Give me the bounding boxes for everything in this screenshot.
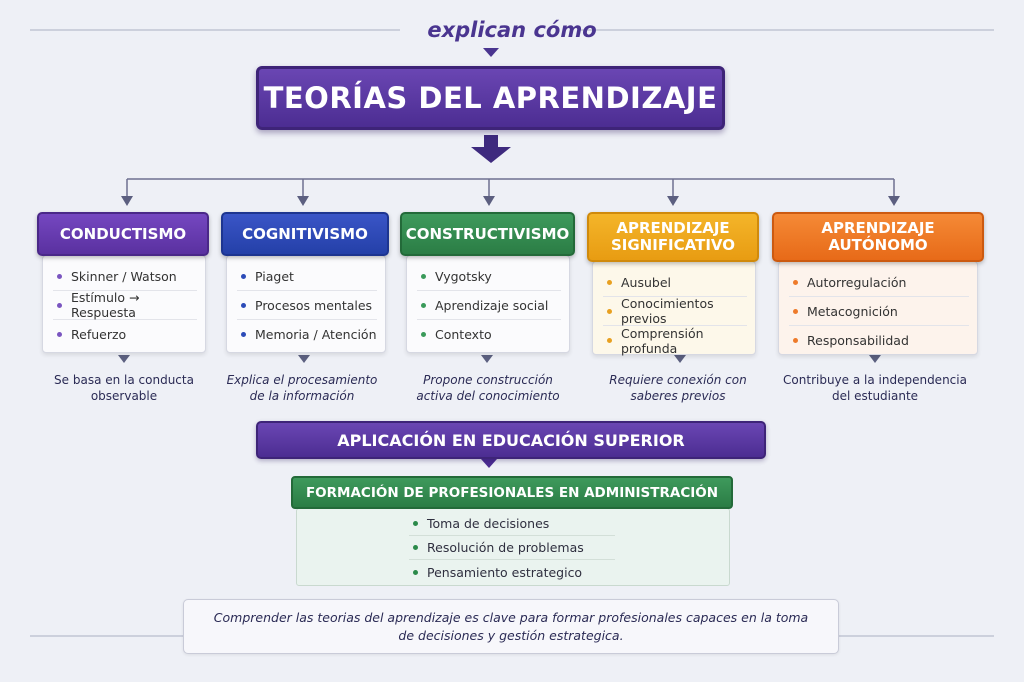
list-item: Aprendizaje social [417, 291, 561, 320]
bullet-icon [421, 274, 426, 279]
application-box: APLICACIÓN EN EDUCACIÓN SUPERIOR [256, 421, 766, 459]
bullet-icon [793, 309, 798, 314]
theory-heading-aprendizaje-autonomo: APRENDIZAJE AUTÓNOMO [772, 212, 984, 262]
theory-heading-cognitivismo: COGNITIVISMO [221, 212, 389, 256]
theory-description: Explica el procesamiento de la información [226, 373, 378, 403]
list-item: Resolución de problemas [409, 536, 615, 560]
bullet-icon [607, 280, 612, 285]
list-item: Pensamiento estrategico [409, 560, 615, 584]
theory-heading-conductismo: CONDUCTISMO [37, 212, 209, 256]
list-item: Piaget [237, 262, 377, 291]
conclusion-box: Comprender las teorias del aprendizaje es clave para formar profesionales capaces en la toma de decisiones y gestión estrategica. [183, 599, 839, 654]
bullet-icon [413, 521, 418, 526]
bullet-icon [57, 303, 62, 308]
theory-heading-constructivismo: CONSTRUCTIVISMO [400, 212, 575, 256]
bullet-icon [607, 338, 612, 343]
bullet-icon [241, 274, 246, 279]
bullet-icon [421, 332, 426, 337]
list-item: Ausubel [603, 268, 747, 297]
list-item: Conocimientos previos [603, 297, 747, 326]
formation-card [296, 508, 730, 586]
list-item: Comprensión profunda [603, 326, 747, 355]
bullet-icon [793, 280, 798, 285]
top-caption: explican cómo [427, 18, 597, 42]
theory-description: Propone construcción activa del conocimiento [416, 373, 560, 403]
bullet-icon [241, 303, 246, 308]
bullet-icon [793, 338, 798, 343]
theory-card-aprendizaje-significativo [592, 261, 756, 355]
bullet-icon [413, 545, 418, 550]
list-item: Memoria / Atención [237, 320, 377, 349]
list-item: Vygotsky [417, 262, 561, 291]
list-item: Responsabilidad [789, 326, 969, 355]
bullet-icon [421, 303, 426, 308]
bullet-icon [57, 274, 62, 279]
list-item: Procesos mentales [237, 291, 377, 320]
list-item: Metacognición [789, 297, 969, 326]
theory-description: Contribuye a la independencia del estudiante [783, 373, 967, 403]
bullet-icon [413, 570, 418, 575]
theory-description: Requiere conexión con saberes previos [609, 373, 747, 403]
formation-heading: FORMACIÓN DE PROFESIONALES EN ADMINISTRACIÓN [291, 476, 733, 509]
list-item: Contexto [417, 320, 561, 349]
list-item: Skinner / Watson [53, 262, 197, 291]
theory-card-conductismo [42, 255, 206, 353]
theory-card-cognitivismo [226, 255, 386, 353]
list-item: Estímulo → Respuesta [53, 291, 197, 320]
bullet-icon [241, 332, 246, 337]
theory-card-aprendizaje-autonomo [778, 261, 978, 355]
list-item: Toma de decisiones [409, 512, 615, 536]
bullet-icon [57, 332, 62, 337]
theory-description: Se basa en la conducta observable [54, 373, 194, 403]
arrow-down-icon [483, 48, 499, 57]
main-title: TEORÍAS DEL APRENDIZAJE [256, 66, 725, 130]
theory-heading-aprendizaje-significativo: APRENDIZAJE SIGNIFICATIVO [587, 212, 759, 262]
list-item: Autorregulación [789, 268, 969, 297]
list-item: Refuerzo [53, 320, 197, 349]
bullet-icon [607, 309, 612, 314]
arrow-down-icon [471, 147, 511, 163]
theory-card-constructivismo [406, 255, 570, 353]
